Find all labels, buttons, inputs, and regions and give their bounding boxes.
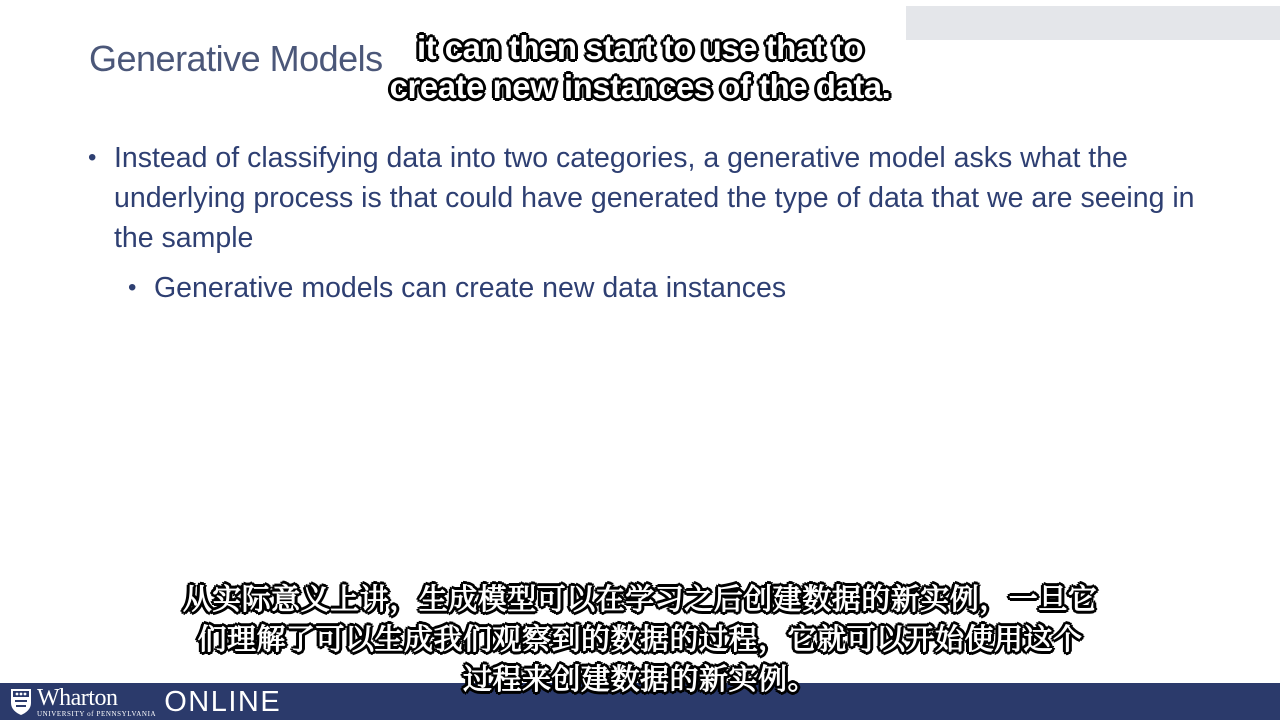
bullet-item-level1: [88, 138, 1208, 258]
bullet-item-level2: [128, 268, 1208, 308]
bullet-text: Generative models can create new data instances: [154, 272, 787, 304]
logo-university-text: UNIVERSITY of PENNSYLVANIA: [37, 710, 157, 718]
english-caption-line-1: it can then start to use that to: [416, 29, 864, 66]
bullet-list: [88, 138, 1208, 308]
english-caption-line-2: create new instances of the data.: [389, 68, 891, 105]
bullet-dot-icon: •: [88, 144, 97, 171]
chinese-caption-line-2: 们理解了可以生成我们观察到的数据的过程，它就可以开始使用这个: [197, 624, 1083, 656]
bullet-dot-icon: •: [128, 274, 137, 301]
logo-brand-text: Wharton: [37, 685, 118, 711]
slide-title: Generative Models: [89, 38, 383, 79]
bullet-text: Instead of classifying data into two categories, a generative model asks what the underlying process is that could have generated the type of data that we are seeing in the sample: [114, 142, 1195, 254]
chinese-caption-line-1: 从实际意义上讲，生成模型可以在学习之后创建数据的新实例，一旦它: [182, 584, 1098, 616]
logo-online-text: ONLINE: [164, 685, 282, 718]
chinese-caption-line-3: 过程来创建数据的新实例。: [462, 664, 817, 696]
